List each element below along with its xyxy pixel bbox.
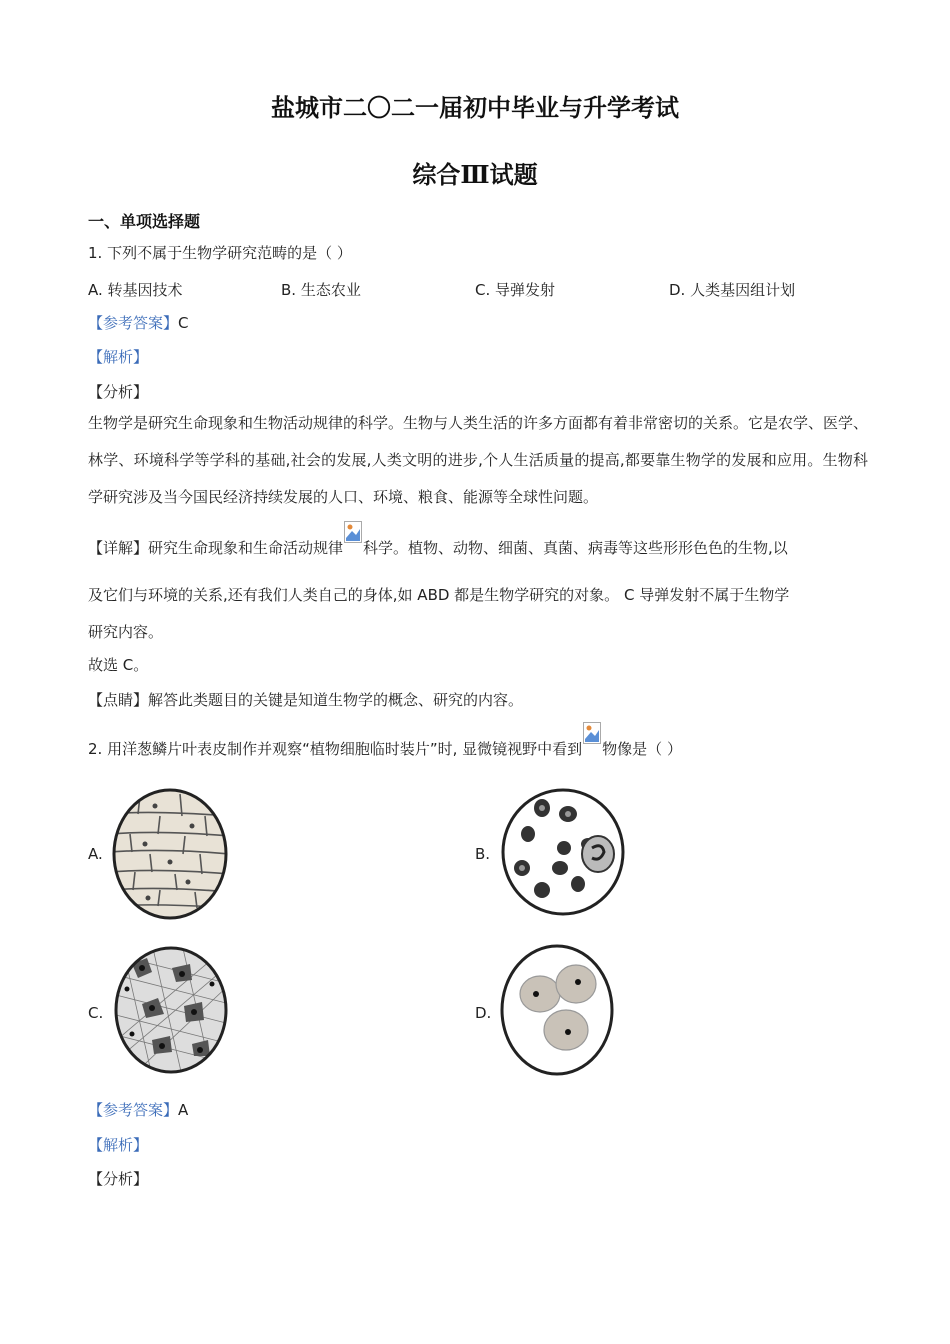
q2-option-d: D.: [475, 1004, 492, 1022]
page-subtitle: 综合Ⅲ试题: [412, 160, 538, 189]
q1-dianjing: [88, 690, 523, 710]
detail-label: 【详解】: [88, 539, 149, 557]
q2-fenxi-label: 【分析】: [88, 1170, 149, 1188]
q1-choose: 故选 C。: [88, 656, 149, 674]
tissue-cells-image: [112, 944, 230, 1076]
answer-value: C: [178, 314, 189, 332]
dianjing-text: 解答此类题目的关键是知道生物学的概念、研究的内容。: [148, 691, 524, 709]
question-1-stem: 1. 下列不属于生物学研究范畴的是（ ）: [88, 244, 352, 262]
q1-fenxi-text: 生物学是研究生命现象和生物活动规律的科学。生物与人类生活的许多方面都有着非常密切的关系。它是农学、医学、林学、环境科学等学科的基础,社会的发展,人类文明的进步,个人生活质量的提高,都要靠生物学的发展和应用。生物科学研究涉及当今国民经济持续发展的人口、环境、粮食、能源等全球性问题。: [88, 414, 869, 506]
detail-text-1: 研究生命现象和生命活动规律: [148, 539, 344, 557]
onion-epidermis-cells-image: [110, 786, 230, 922]
q1-option-c: C. 导弹发射: [475, 281, 556, 299]
q1-detail-line2: 及它们与环境的关系,还有我们人类自己的身体,如 ABD 都是生物学研究的对象。 C 导弹发射不属于生物学: [88, 586, 790, 604]
detail-text-2: 科学。植物、动物、细菌、真菌、病毒等这些形形色色的生物,以: [363, 539, 788, 557]
q2-option-b: B.: [475, 845, 491, 863]
q1-detail-line1: [88, 535, 788, 558]
q2-option-a: A.: [88, 845, 103, 863]
q2-stem-2: 物像是（ ）: [602, 740, 682, 758]
q1-analysis-label: 【解析】: [88, 348, 149, 366]
q1-answer: [88, 313, 189, 333]
q2-analysis-label: 【解析】: [88, 1136, 149, 1154]
answer-label: 【参考答案】: [88, 314, 179, 332]
q1-detail-line3: 研究内容。: [88, 623, 164, 641]
answer-value: A: [178, 1101, 189, 1119]
answer-label: 【参考答案】: [88, 1101, 179, 1119]
broken-image-icon: [583, 736, 601, 756]
q1-fenxi-label: 【分析】: [88, 383, 149, 401]
section-heading: 一、单项选择题: [88, 212, 201, 231]
q1-option-b: B. 生态农业: [281, 281, 361, 299]
q2-option-c: C.: [88, 1004, 104, 1022]
q1-option-d: D. 人类基因组计划: [669, 281, 796, 299]
q2-stem-1: 2. 用洋葱鳞片叶表皮制作并观察“植物细胞临时装片”时, 显微镜视野中看到: [88, 740, 583, 758]
broken-image-icon: [344, 535, 362, 555]
q2-answer: [88, 1100, 188, 1120]
q1-option-a: A. 转基因技术: [88, 281, 183, 299]
blood-cells-image: [498, 786, 628, 918]
dianjing-label: 【点睛】: [88, 691, 149, 709]
question-2-stem: [88, 736, 682, 759]
cheek-cells-image: [498, 942, 616, 1078]
page-title: 盐城市二〇二一届初中毕业与升学考试: [271, 93, 679, 122]
